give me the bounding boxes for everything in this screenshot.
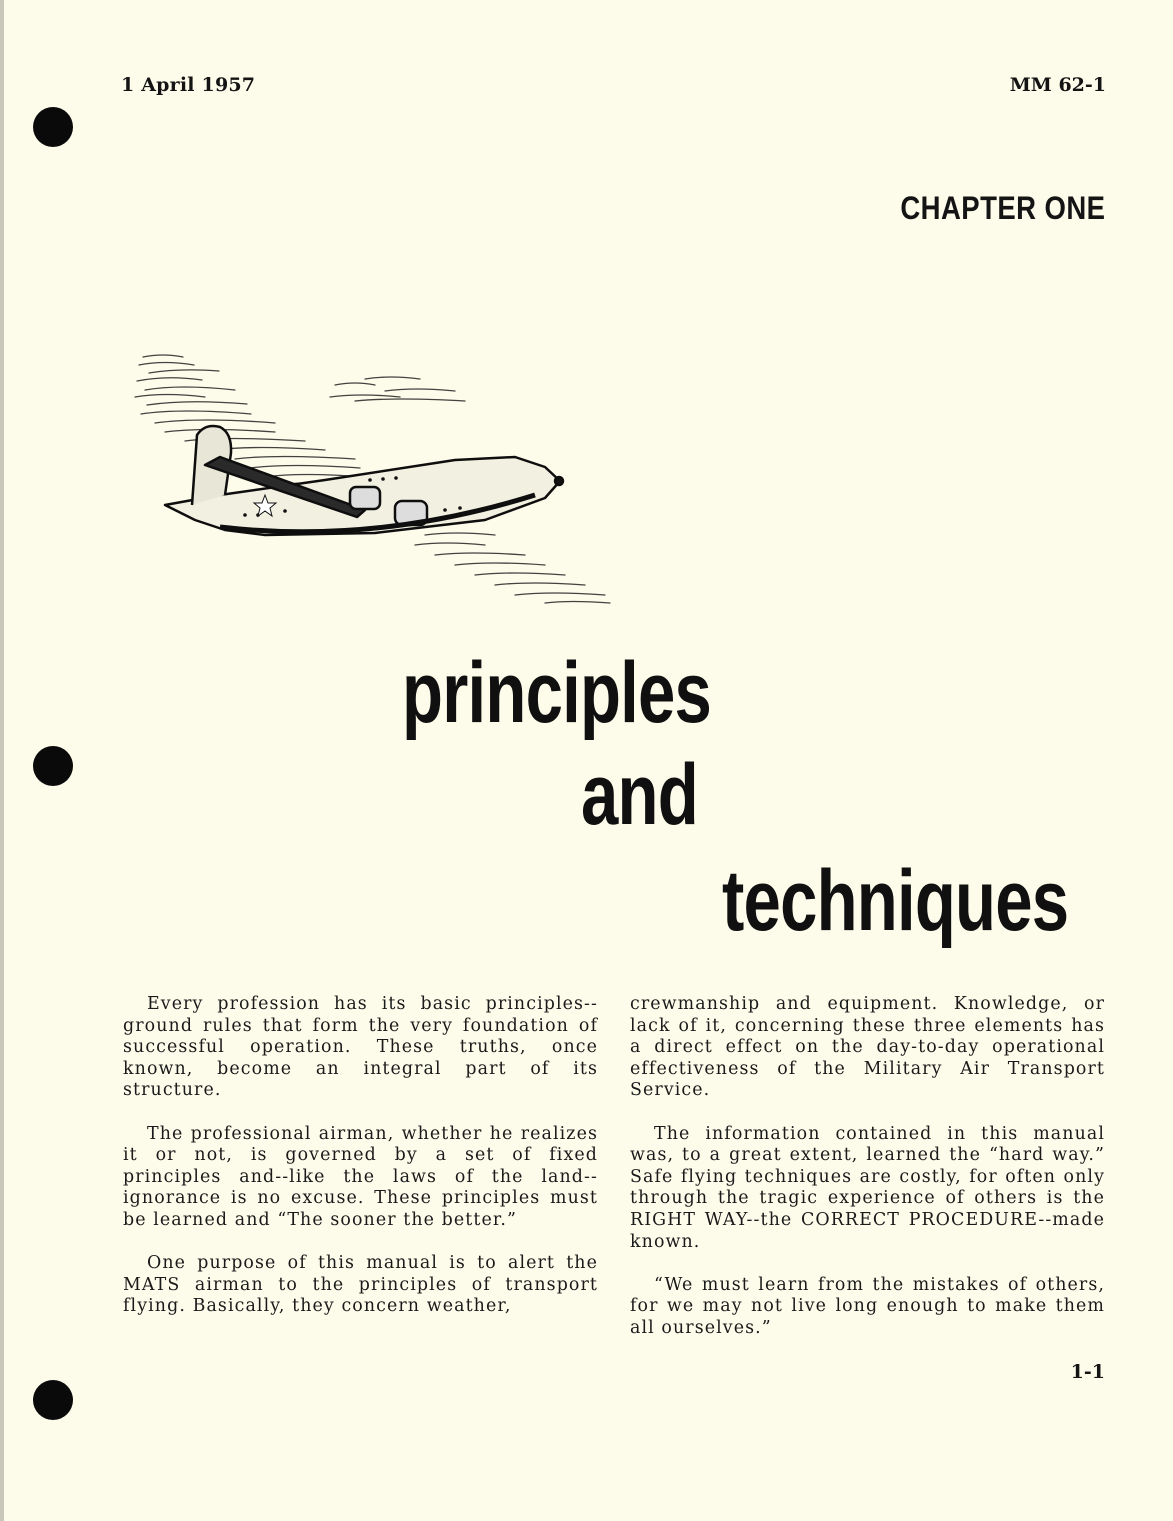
binder-hole-middle	[33, 746, 73, 786]
paragraph-closing-quote: “We must learn from the mistakes of others, for we may not live long enough to make them all ourselves.”	[630, 1274, 1105, 1338]
header-document-id: MM 62-1	[1009, 74, 1106, 96]
page-edge	[0, 0, 4, 1521]
binder-hole-top	[33, 107, 73, 147]
title-line-principles: principles	[402, 645, 712, 741]
body-right-column	[630, 994, 1105, 1361]
paragraph-every-profession: Every profession has its basic principles--ground rules that form the very foundation of successful operation. These truths, once known, become an integral part of its structure.	[123, 994, 598, 1101]
chapter-label: CHAPTER ONE	[899, 190, 1105, 226]
body-left-column	[123, 994, 598, 1340]
title-line-techniques: techniques	[722, 853, 1069, 949]
paragraph-crewmanship-continued: crewmanship and equipment. Knowledge, or lack of it, concerning these three elements has a direct effect on the day-to-day operational effectiveness of the Military Air Transport Service.	[630, 994, 1105, 1101]
page-number: 1-1	[1070, 1361, 1105, 1383]
binder-hole-bottom	[33, 1380, 73, 1420]
paragraph-purpose-of-manual: One purpose of this manual is to alert the MATS airman to the principles of transport flying. Basically, they concern weather,	[123, 1253, 598, 1317]
title-line-and: and	[581, 747, 698, 843]
cargo-airplane-illustration	[125, 335, 620, 610]
paragraph-professional-airman: The professional airman, whether he realizes it or not, is governed by a set of fixed principles and--like the laws of the land--ignorance is no excuse. These principles must be learned and “The sooner the better.”	[123, 1123, 598, 1230]
paragraph-information-contained: The information contained in this manual was, to a great extent, learned the “hard way.” Safe flying techniques are costly, for often only through the tragic experience of others is the RIGHT WAY--the CORRECT PROCEDURE--made known.	[630, 1123, 1105, 1252]
header-date: 1 April 1957	[121, 74, 256, 96]
